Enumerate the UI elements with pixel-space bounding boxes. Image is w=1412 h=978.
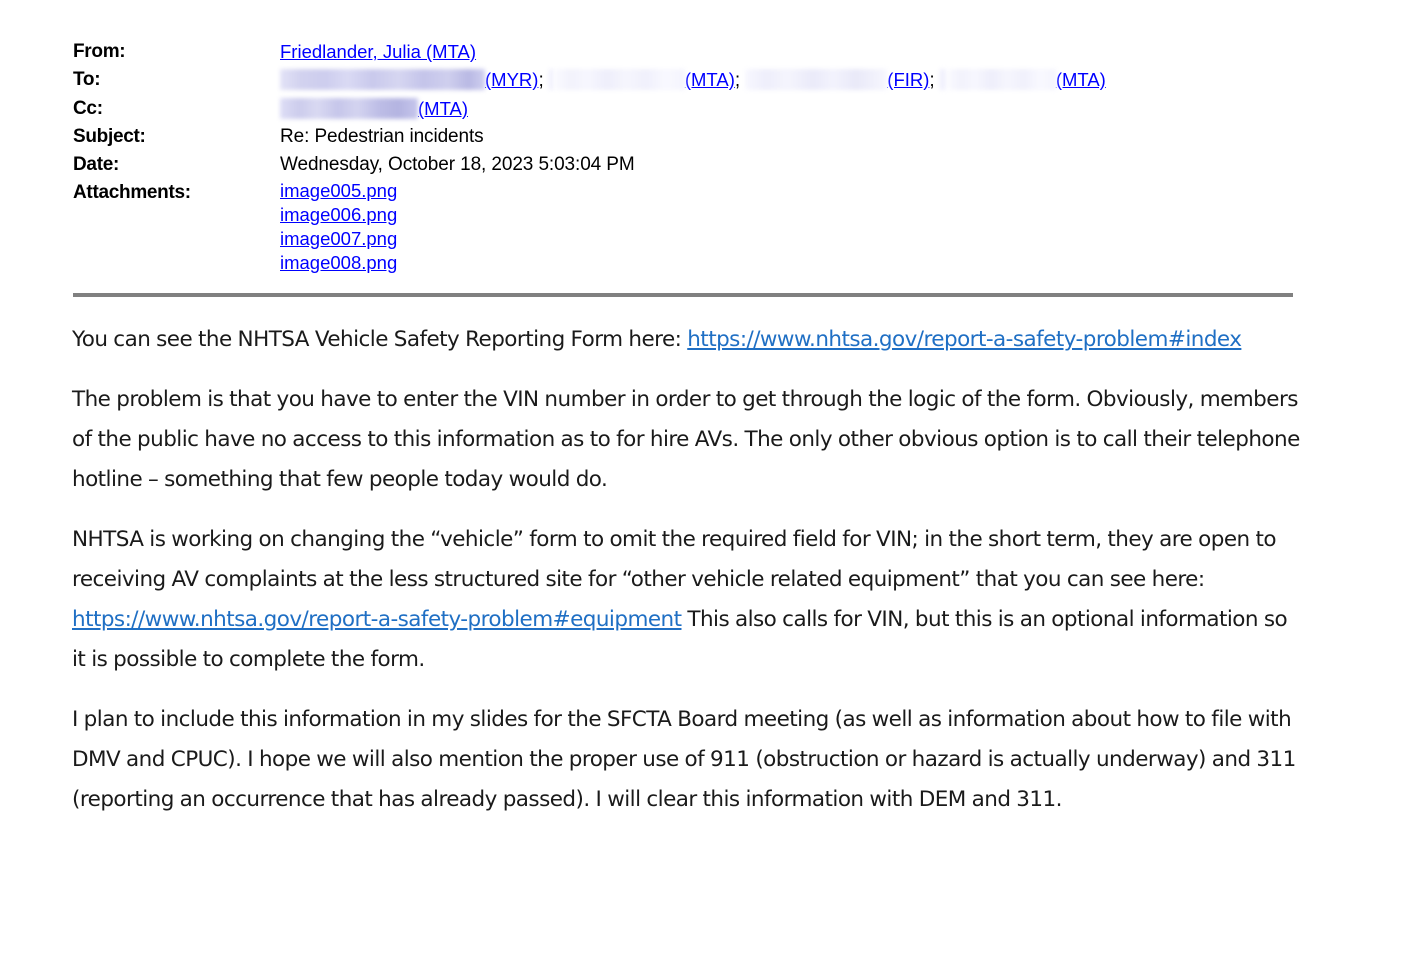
paragraph-2-text: The problem is that you have to enter the VIN number in order to get through the logic of the form. Obviously, members of the public have no access to this information as to for hire AVs. The only other obvious option is to call their telephone hotline – something that few people today would do. <box>72 387 1300 492</box>
redacted-recipient-1 <box>280 69 485 90</box>
email-header <box>73 38 1293 275</box>
body-paragraph-2 <box>72 380 1302 500</box>
attachments-list <box>280 179 1293 275</box>
to-recipient-1-suffix[interactable]: (MYR) <box>485 69 539 90</box>
body-paragraph-1 <box>72 320 1302 360</box>
to-label: To: <box>73 69 101 90</box>
body-paragraph-4 <box>72 700 1302 820</box>
attachment-link[interactable]: image007.png <box>280 228 398 249</box>
redacted-recipient-2-lead <box>549 69 555 90</box>
header-row-date <box>73 151 1293 179</box>
to-separator-2: ; <box>734 70 741 91</box>
attachment-link[interactable]: image008.png <box>280 252 398 273</box>
date-label: Date: <box>73 154 120 175</box>
redacted-recipient-2 <box>555 69 685 90</box>
paragraph-3-text-tail: This also calls for VIN, but this is an optional information so it is possible to complete the form. <box>72 607 1288 672</box>
subject-value: Re: Pedestrian incidents <box>280 126 484 147</box>
email-body <box>72 320 1302 840</box>
nhtsa-equipment-link[interactable]: https://www.nhtsa.gov/report-a-safety-problem#equipment <box>72 607 682 632</box>
nhtsa-index-link[interactable]: https://www.nhtsa.gov/report-a-safety-problem#index <box>687 327 1242 352</box>
cc-recipient-1-suffix[interactable]: (MTA) <box>418 98 468 119</box>
redacted-cc-recipient-1 <box>280 98 418 119</box>
cc-value <box>280 95 1293 123</box>
to-value <box>280 66 1293 95</box>
paragraph-4-text: I plan to include this information in my slides for the SFCTA Board meeting (as well as information about how to file with DMV and CPUC). I hope we will also mention the proper use of 911 (obstruction or hazard is actually underway) and 311 (reporting an occurrence that has already passed). I will clear this information with DEM and 311. <box>72 707 1296 812</box>
date-value: Wednesday, October 18, 2023 5:03:04 PM <box>280 154 635 175</box>
redacted-recipient-3 <box>745 69 887 90</box>
header-body-divider <box>73 293 1293 297</box>
to-recipient-3-suffix[interactable]: (FIR) <box>887 69 930 90</box>
paragraph-1-text: You can see the NHTSA Vehicle Safety Reporting Form here: <box>72 327 688 352</box>
to-separator-3: ; <box>929 70 935 91</box>
to-separator-1: ; <box>538 70 544 91</box>
from-value <box>280 38 1293 66</box>
header-row-attachments <box>73 179 1293 275</box>
header-row-from <box>73 38 1293 66</box>
attachment-link[interactable]: image005.png <box>280 180 398 201</box>
header-row-to <box>73 66 1293 95</box>
redacted-recipient-4-lead <box>940 69 948 90</box>
body-paragraph-3 <box>72 520 1302 680</box>
cc-label: Cc: <box>73 98 103 119</box>
subject-label: Subject: <box>73 126 146 147</box>
from-label: From: <box>73 41 126 62</box>
header-row-subject <box>73 123 1293 151</box>
header-row-cc <box>73 95 1293 123</box>
to-recipient-4-suffix[interactable]: (MTA) <box>1055 69 1106 90</box>
from-sender-link[interactable]: Friedlander, Julia (MTA) <box>280 41 477 62</box>
attachment-link[interactable]: image006.png <box>280 204 398 225</box>
attachments-label: Attachments: <box>73 182 191 203</box>
paragraph-3-text-lead: NHTSA is working on changing the “vehicle” form to omit the required field for VIN; in the short term, they are open to receiving AV complaints at the less structured site for “other vehicle related equipment” that you can see here: <box>72 527 1276 592</box>
redacted-recipient-4 <box>948 69 1056 90</box>
to-recipient-2-suffix[interactable]: (MTA) <box>684 69 735 90</box>
